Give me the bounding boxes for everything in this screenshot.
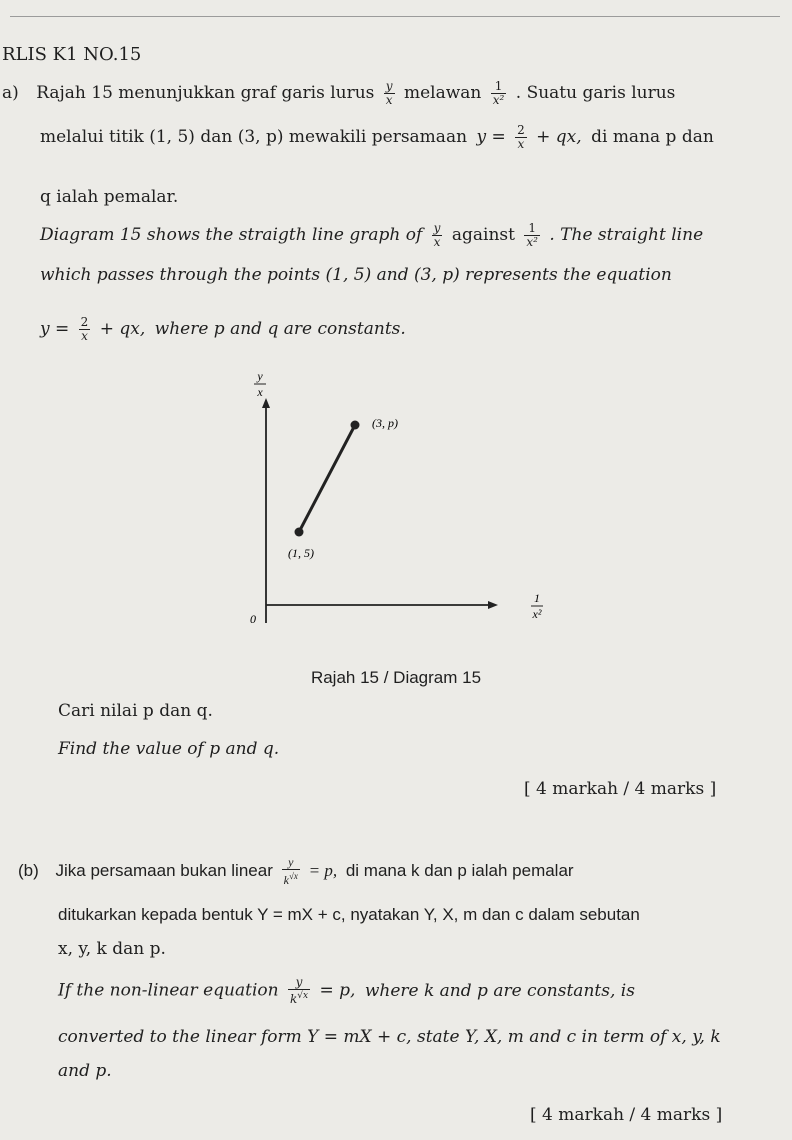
fraction-2-over-x: $\frac{2}{x}$ [517,123,525,151]
part-b-en-line-1: If the non-linear equation $\frac{y}{k^{√x}}$ = p, where k and p are constants, is [58,975,635,1006]
y-axis-label [254,369,266,399]
x-axis-label [531,591,543,621]
part-a-label: a) [2,83,19,103]
part-a-task-en: Find the value of p and q. [58,739,280,759]
point-3-p-label: (3, p) [372,416,398,430]
x-axis-arrow [488,601,498,609]
svg-text:x: x [257,385,263,399]
part-b-en-line-3: and p. [58,1061,112,1081]
part-b-marks: [ 4 markah / 4 marks ] [530,1105,723,1125]
point-1-5 [295,528,304,537]
graph-diagram [220,365,560,635]
part-b-ms-line-1: (b) Jika persamaan bukan linear $\frac{y}{k^{√x}}$ = p, di mana k dan p ialah pemalar [18,855,574,887]
fraction-1-over-x2: $\frac{1}{\text{x²}}$ [492,79,505,107]
part-a-en-line-2: which passes through the points (1, 5) and (3, p) represents the equation [40,265,672,285]
point-1-5-label: (1, 5) [288,546,314,560]
part-a-ms-line-2: melalui titik (1, 5) dan (3, p) mewakili persamaan y = $\frac{2}{x}$ + qx, di mana p dan [40,123,714,151]
part-b-en-line-2: converted to the linear form Y = mX + c, state Y, X, m and c in term of x, y, k [58,1027,721,1047]
fraction-y-over-k-root-x: $\frac{y}{k^{√x}}$ [289,975,309,1006]
part-b-ms-line-2: ditukarkan kepada bentuk Y = mX + c, nyatakan Y, X, m dan c dalam sebutan [58,905,640,924]
part-a-en-line-1: Diagram 15 shows the straigth line graph of $\frac{y}{x}$ against $\frac{1}{\text{x²}}$ . The straight line [40,221,704,249]
fraction-y-over-x: $\frac{y}{x}$ [433,221,441,249]
straight-line [299,425,355,532]
svg-text:y: y [257,369,263,383]
fraction-y-over-k-root-x: $\frac{y}{k^{√x}}$ [283,855,298,887]
point-3-p [351,421,360,430]
svg-text:x²: x² [532,607,542,621]
question-code: RLIS K1 NO.15 [2,44,142,65]
part-a-ms-line-1: a) Rajah 15 menunjukkan graf garis lurus $\frac{y}{x}$ melawan $\frac{1}{\text{x²}}$ . Suatu garis lurus [2,79,676,107]
origin-label: 0 [250,612,256,626]
fraction-y-over-x: $\frac{y}{x}$ [385,79,393,107]
part-b-ms-line-3: x, y, k dan p. [58,939,166,959]
svg-text:1: 1 [534,591,540,605]
fraction-2-over-x: $\frac{2}{x}$ [80,315,89,343]
part-a-en-line-3: y = $\frac{2}{x}$ + qx, where p and q are constants. [40,315,406,343]
top-rule [10,16,780,17]
fraction-1-over-x2: $\frac{1}{\text{x²}}$ [526,221,538,249]
part-a-marks: [ 4 markah / 4 marks ] [524,779,717,799]
part-a-ms-line-3: q ialah pemalar. [40,187,179,207]
diagram-caption: Rajah 15 / Diagram 15 [310,668,482,687]
y-axis-arrow [262,398,270,408]
part-b-label: (b) [18,860,39,880]
part-a-task-ms: Cari nilai p dan q. [58,701,213,721]
